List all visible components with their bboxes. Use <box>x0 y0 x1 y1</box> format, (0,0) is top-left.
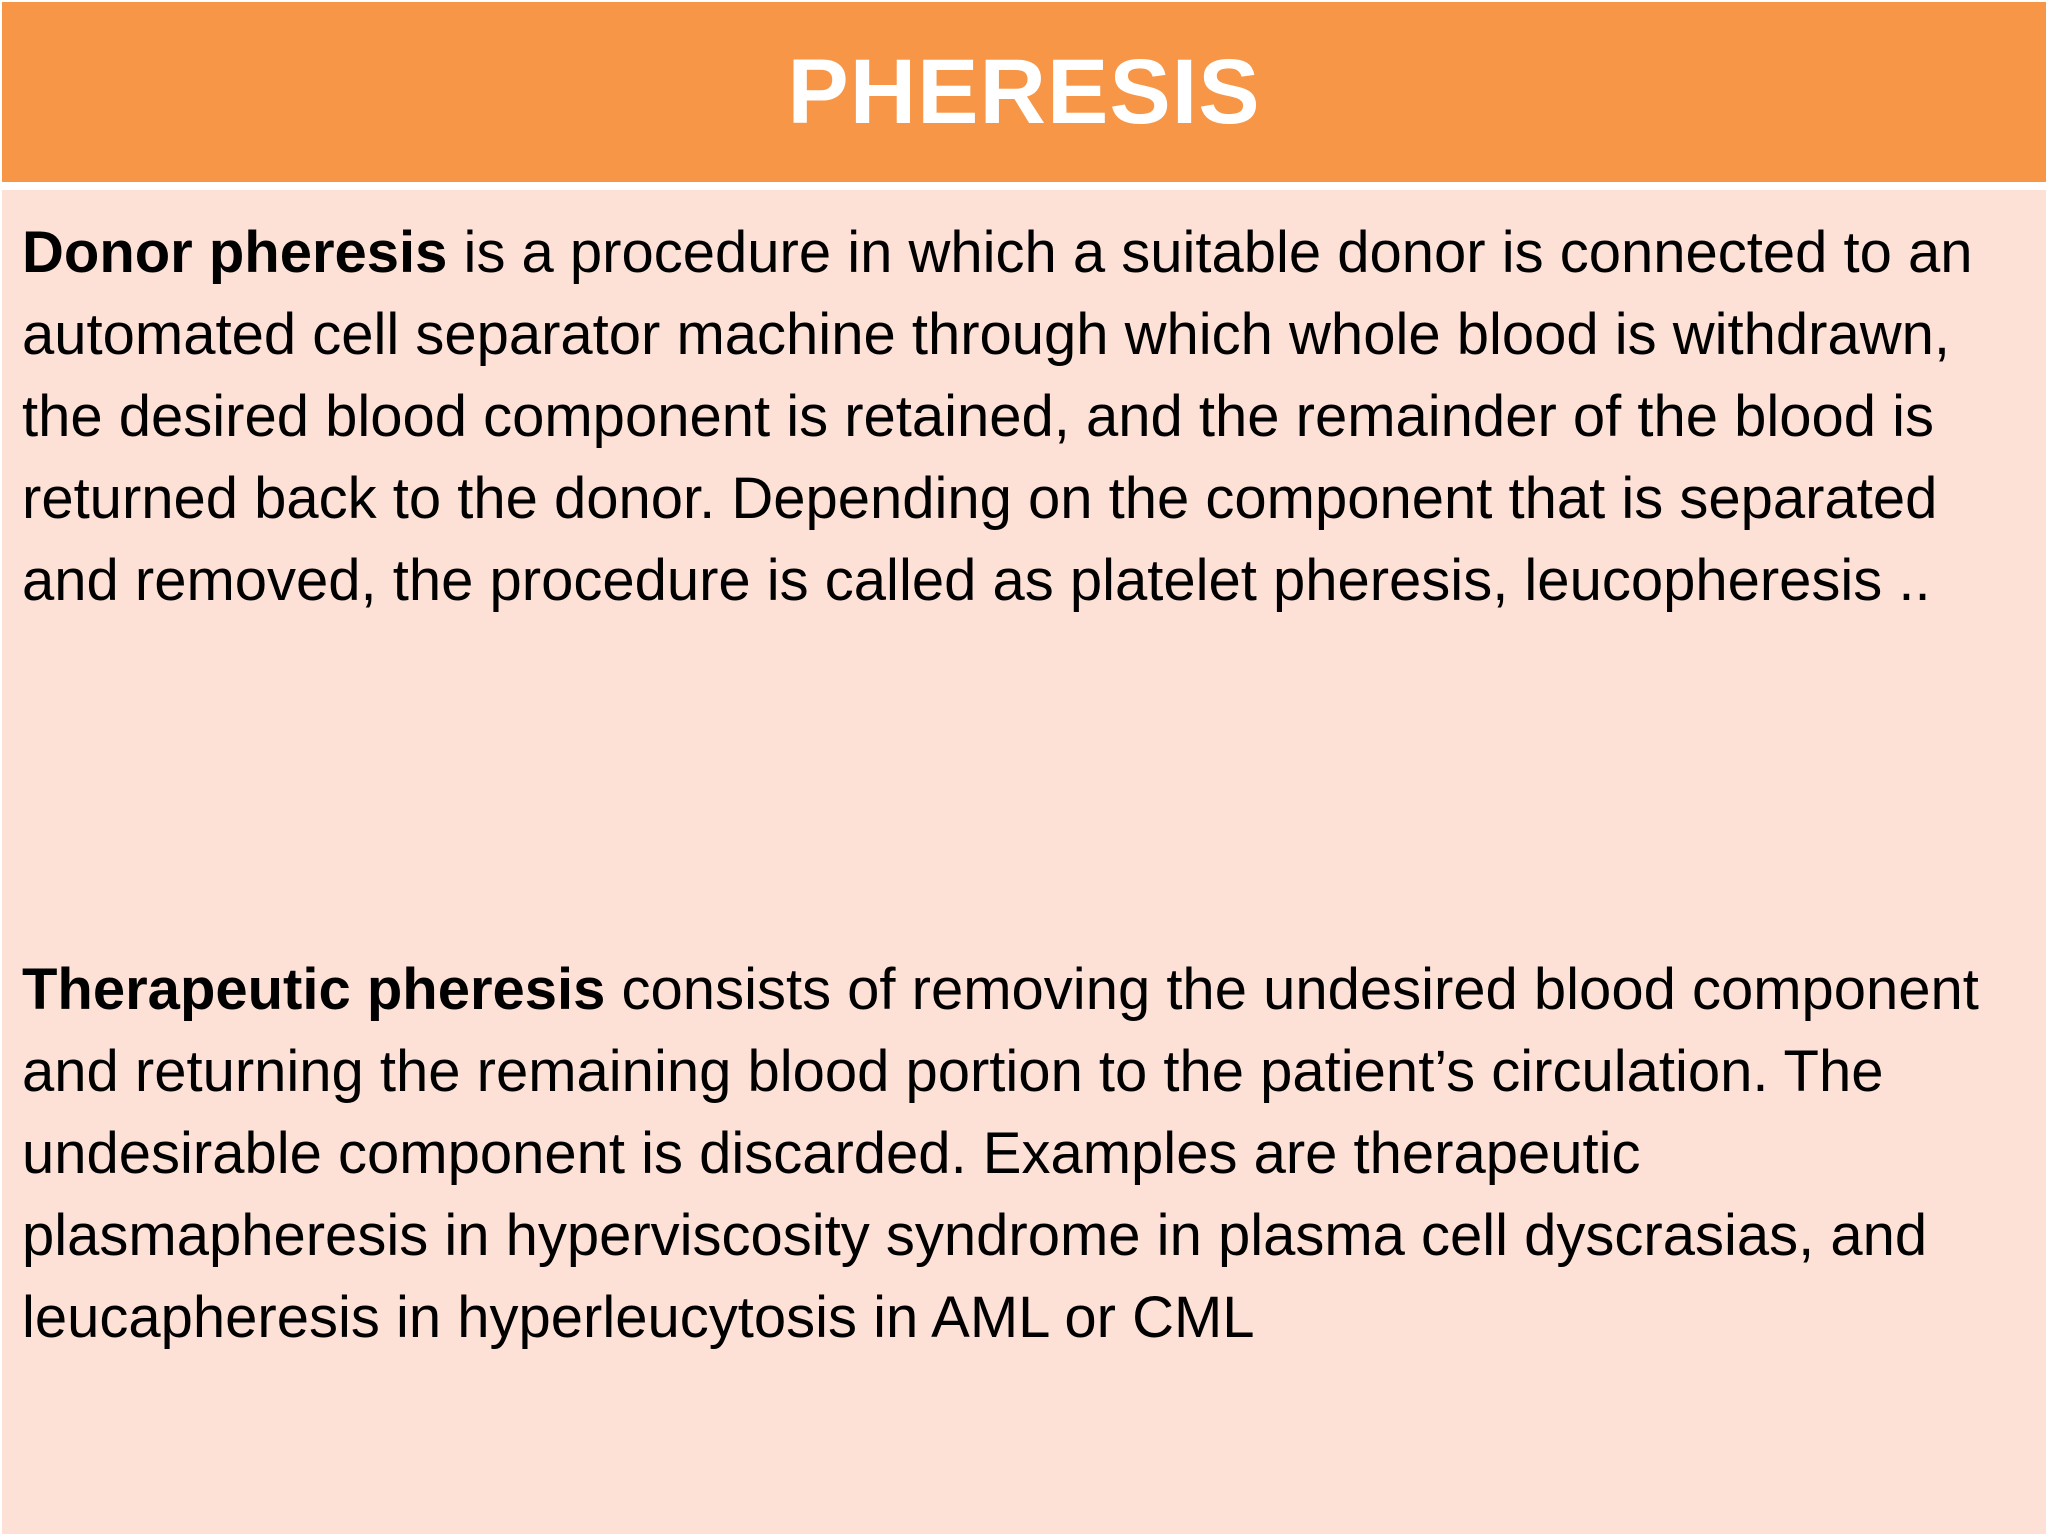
paragraph-donor-pheresis <box>22 212 2032 622</box>
definition-donor-pheresis: is a procedure in which a suitable donor is connected to an automated cell separator machine through which whole blood is withdrawn, the desired blood component is retained, and the remainder of the blood is returned back to the donor. Depending on the component that is separated and removed, the procedure is called as platelet pheresis, leucopheresis .. <box>22 220 1973 613</box>
definition-therapeutic-pheresis: consists of removing the undesired blood component and returning the remaining blood portion to the patient’s circulation. The undesirable component is discarded. Examples are therapeutic plasmapheresis in hyperviscosity syndrome in plasma cell dyscrasias, and leucapheresis in hyperleucytosis in AML or CML <box>22 957 1979 1350</box>
term-donor-pheresis: Donor pheresis <box>22 220 448 285</box>
slide-title: PHERESIS <box>787 41 1261 143</box>
title-bar <box>2 2 2046 182</box>
term-therapeutic-pheresis: Therapeutic pheresis <box>22 957 606 1022</box>
paragraph-therapeutic-pheresis <box>22 949 2032 1359</box>
content-box <box>2 190 2046 1534</box>
